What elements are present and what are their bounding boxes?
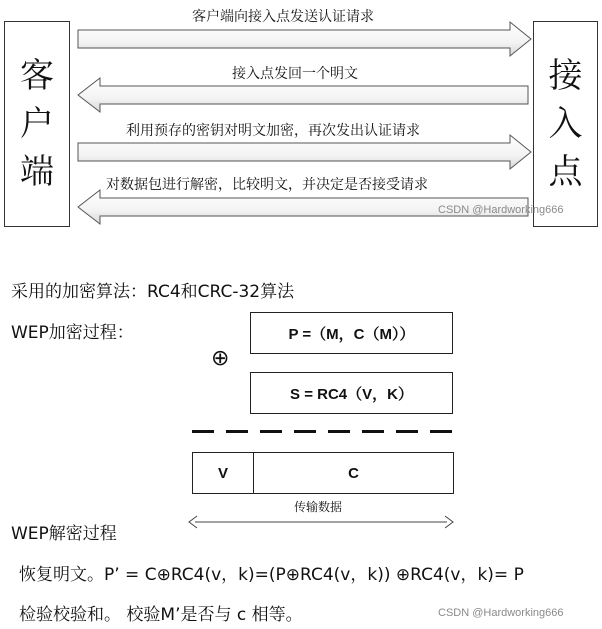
arrow-4-label: 对数据包进行解密，比较明文，并决定是否接受请求 <box>106 177 428 193</box>
dash-3 <box>260 430 282 433</box>
transmit-double-arrow <box>185 512 460 532</box>
dash-1 <box>192 430 214 433</box>
arrow-2-left <box>78 78 528 112</box>
data-frame <box>192 452 454 494</box>
arrow-1-right <box>78 22 531 56</box>
s-box: S = RC4（V，K） <box>250 372 453 414</box>
transmit-label: 传输数据 <box>294 500 343 514</box>
ap-char-2: 入 <box>548 104 583 144</box>
xor-symbol: ⊕ <box>211 346 230 371</box>
frame-v-cell: V <box>193 453 254 493</box>
arrow-3-label: 利用预存的密钥对明文加密，再次发出认证请求 <box>126 123 420 139</box>
dash-5 <box>328 430 350 433</box>
watermark-top: CSDN @Hardworking666 <box>438 204 564 216</box>
frame-c-cell: C <box>348 464 359 482</box>
arrow-3-right <box>78 135 531 169</box>
ap-char-1: 接 <box>548 56 583 96</box>
dash-8 <box>430 430 452 433</box>
dash-2 <box>226 430 248 433</box>
arrow-1-label: 客户端向接入点发送认证请求 <box>192 9 374 25</box>
p-box: P =（M，C（M）） <box>250 312 453 354</box>
dash-7 <box>396 430 418 433</box>
decrypt-line-1: 恢复明文。P’ = C⊕RC4(v，k)=(P⊕RC4(v，k)) ⊕RC4(v，k)= P <box>19 565 524 585</box>
client-char-2: 户 <box>20 104 54 144</box>
arrow-2-label: 接入点发回一个明文 <box>232 66 358 82</box>
decrypt-title: WEP解密过程 <box>11 524 117 544</box>
dash-4 <box>294 430 316 433</box>
dash-6 <box>362 430 384 433</box>
decrypt-line-2: 检验校验和。 校验M’是否与 c 相等。 <box>19 605 303 625</box>
encrypt-title: WEP加密过程： <box>11 323 134 343</box>
client-char-1: 客 <box>20 56 54 96</box>
algorithm-line: 采用的加密算法：RC4和CRC-32算法 <box>11 282 295 302</box>
ap-char-3: 点 <box>548 152 583 192</box>
client-char-3: 端 <box>20 152 54 192</box>
watermark-bottom: CSDN @Hardworking666 <box>438 607 564 619</box>
